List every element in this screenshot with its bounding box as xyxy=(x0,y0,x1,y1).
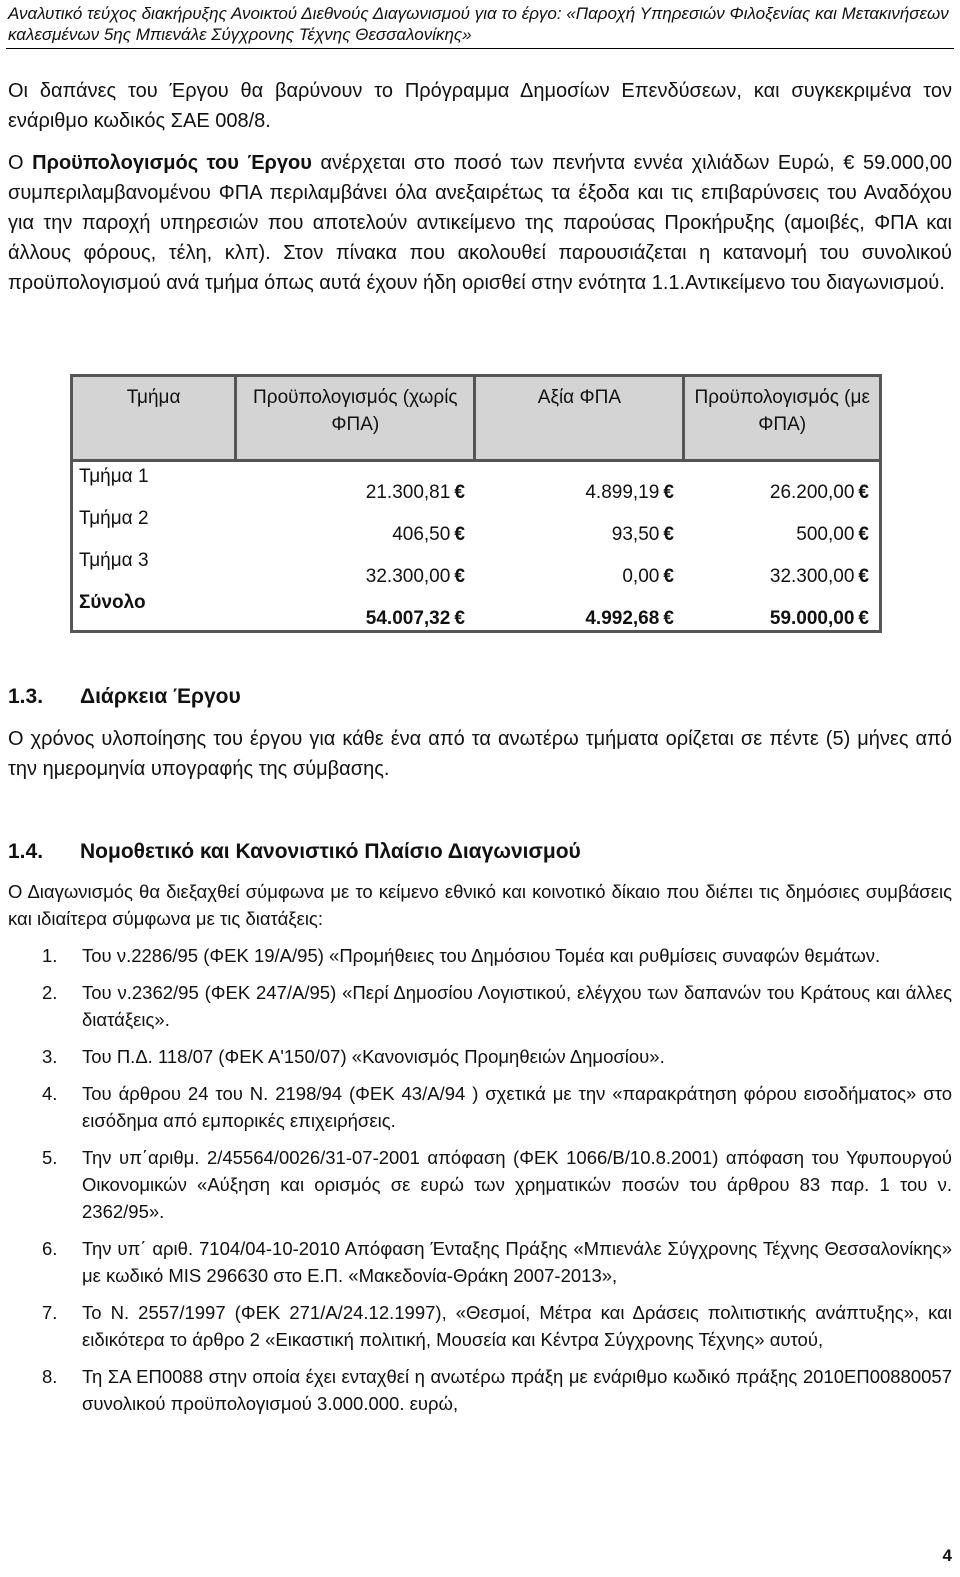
row-label: Τμήμα 3 xyxy=(79,550,149,571)
list-item xyxy=(8,1043,952,1070)
legal-framework-paragraph: Ο Διαγωνισμός θα διεξαχθεί σύμφωνα με το κείμενο εθνικό και κοινοτικό δίκαιο που διέπει τις δημόσιες συμβάσεις και ιδιαίτερα σύμφωνα με τις διατάξεις: xyxy=(8,881,952,929)
list-item-number: 7. xyxy=(42,1302,58,1323)
header-line-2: καλεσμένων 5ης Μπιενάλε Σύγχρονης Τέχνης Θεσσαλονίκης» xyxy=(8,25,472,44)
net-value: 21.300,81 € xyxy=(365,482,465,503)
list-item xyxy=(8,942,952,969)
header-section: Τμήμα xyxy=(72,376,236,461)
table-row xyxy=(72,546,881,588)
euro-icon: € xyxy=(663,608,674,629)
list-item-text: Του άρθρου 24 του Ν. 2198/94 (ΦΕΚ 43/Α/94 ) σχετικά με την «παρακράτηση φόρου εισοδήματος» στο εισόδημα από εμπορικές επιχειρήσεις. xyxy=(82,1083,952,1131)
euro-icon: € xyxy=(663,482,674,503)
net-value: 54.007,32 € xyxy=(365,608,465,629)
budget-paragraph xyxy=(8,148,952,298)
section-heading-legal-framework xyxy=(8,840,581,864)
list-item-number: 2. xyxy=(42,982,58,1003)
list-item-text: Την υπ΄αριθμ. 2/45564/0026/31-07-2001 απόφαση (ΦΕΚ 1066/Β/10.8.2001) απόφαση του Υφυπουργού Οικονομικών «Αύξηση και ορισμός σε ευρώ των χρηματικών ποσών του άρθρου 83 παρ. 1 του ν. 2362/95». xyxy=(82,1147,952,1222)
euro-icon: € xyxy=(858,524,869,545)
list-item-text: Του ν.2362/95 (ΦΕΚ 247/Α/95) «Περί Δημοσίου Λογιστικού, ελέγχου των δαπανών του Κράτους και άλλες διατάξεις». xyxy=(82,982,952,1030)
budget-table-header-row xyxy=(72,376,881,461)
header-vat: Αξία ΦΠΑ xyxy=(475,376,684,461)
list-item-text: Την υπ΄ αριθ. 7104/04-10-2010 Απόφαση Ένταξης Πράξης «Μπιενάλε Σύγχρονης Τέχνης Θεσσαλονίκης» με κωδικό MIS 296630 στο Ε.Π. «Μακεδονία-Θράκη 2007-2013», xyxy=(82,1238,952,1286)
header-budget-gross: Προϋπολογισμός (με ΦΠΑ) xyxy=(684,376,881,461)
section-heading-duration xyxy=(8,685,241,709)
section-number: 1.3. xyxy=(8,685,44,708)
legal-provisions-list xyxy=(8,942,952,1427)
list-item-number: 6. xyxy=(42,1238,58,1259)
row-label: Τμήμα 1 xyxy=(79,466,149,487)
header-line-1: Αναλυτικό τεύχος διακήρυξης Ανοικτού Διεθνούς Διαγωνισμού για το έργο: «Παροχή Υπηρεσιών Φιλοξενίας και Μετακινήσεων xyxy=(8,4,949,23)
list-item-text: Του Π.Δ. 118/07 (ΦΕΚ Α'150/07) «Κανονισμός Προμηθειών Δημοσίου». xyxy=(82,1046,665,1067)
list-item-number: 3. xyxy=(42,1046,58,1067)
table-row-total xyxy=(72,588,881,632)
euro-icon: € xyxy=(663,524,674,545)
net-value: 406,50 € xyxy=(392,524,465,545)
table-row xyxy=(72,461,881,505)
budget-paragraph-term: Προϋπολογισμός του Έργου xyxy=(32,152,312,174)
vat-value: 4.899,19 € xyxy=(585,482,674,503)
net-value: 32.300,00 € xyxy=(365,566,465,587)
page-number: 4 xyxy=(942,1546,952,1565)
euro-icon: € xyxy=(454,524,465,545)
euro-icon: € xyxy=(454,608,465,629)
duration-paragraph: Ο χρόνος υλοποίησης του έργου για κάθε ένα από τα ανωτέρω τμήματα ορίζεται σε πέντε (5) μήνες από την ημερομηνία υπογραφής της σύμβασης. xyxy=(8,728,952,780)
section-title: Διάρκεια Έργου xyxy=(80,685,241,708)
list-item xyxy=(8,1144,952,1225)
euro-icon: € xyxy=(858,566,869,587)
row-label: Σύνολο xyxy=(79,592,146,613)
header-divider xyxy=(6,48,954,49)
gross-value: 59.000,00 € xyxy=(769,608,869,629)
list-item-number: 4. xyxy=(42,1083,58,1104)
euro-icon: € xyxy=(858,482,869,503)
vat-value: 0,00 € xyxy=(622,566,674,587)
page-header xyxy=(8,3,952,45)
list-item-number: 8. xyxy=(42,1366,58,1387)
list-item xyxy=(8,979,952,1033)
funding-paragraph: Οι δαπάνες του Έργου θα βαρύνουν το Πρόγραμμα Δημοσίων Επενδύσεων, και συγκεκριμένα τον ενάριθμο κωδικός ΣΑΕ 008/8. xyxy=(8,80,952,132)
header-budget-net: Προϋπολογισμός (χωρίς ΦΠΑ) xyxy=(236,376,475,461)
section-number: 1.4. xyxy=(8,840,44,863)
euro-icon: € xyxy=(663,566,674,587)
euro-icon: € xyxy=(858,608,869,629)
list-item-text: Του ν.2286/95 (ΦΕΚ 19/Α/95) «Προμήθειες του Δημόσιου Τομέα και ρυθμίσεις συναφών θεμάτων. xyxy=(82,945,881,966)
list-item-text: Τη ΣΑ ΕΠ0088 στην οποία έχει ενταχθεί η ανωτέρω πράξη με ενάριθμο κωδικό πράξης 2010ΕΠ00880057 συνολικού προϋπολογισμού 3.000.000. ευρώ, xyxy=(82,1366,952,1414)
vat-value: 93,50 € xyxy=(611,524,674,545)
list-item xyxy=(8,1235,952,1289)
gross-value: 26.200,00 € xyxy=(769,482,869,503)
row-label: Τμήμα 2 xyxy=(79,508,149,529)
list-item-number: 5. xyxy=(42,1147,58,1168)
list-item xyxy=(8,1080,952,1134)
list-item xyxy=(8,1363,952,1417)
section-title: Νομοθετικό και Κανονιστικό Πλαίσιο Διαγωνισμού xyxy=(80,840,581,863)
list-item xyxy=(8,1299,952,1353)
gross-value: 500,00 € xyxy=(796,524,869,545)
list-item-number: 1. xyxy=(42,945,58,966)
gross-value: 32.300,00 € xyxy=(769,566,869,587)
budget-paragraph-lead: Ο xyxy=(8,152,33,174)
list-item-text: Το Ν. 2557/1997 (ΦΕΚ 271/Α/24.12.1997), «Θεσμοί, Μέτρα και Δράσεις πολιτιστικής ανάπτυξης», και ειδικότερα το άρθρο 2 «Εικαστική πολιτική, Μουσεία και Κέντρα Σύγχρονης Τέχνης» αυτού, xyxy=(82,1302,952,1350)
vat-value: 4.992,68 € xyxy=(585,608,674,629)
euro-icon: € xyxy=(454,566,465,587)
budget-paragraph-body: ανέρχεται στο ποσό των πενήντα εννέα χιλιάδων Ευρώ, € 59.000,00 συμπεριλαμβανομένου ΦΠΑ περιλαμβάνει όλα ανεξαιρέτως τα έξοδα και τις επιβαρύνσεις του Αναδόχου για την παροχή υπηρεσιών που αποτελούν αντικείμενο της παρούσας Προκήρυξης (αμοιβές, ΦΠΑ και άλλους φόρους, τέλη, κλπ). Στον πίνακα που ακολουθεί παρουσιάζεται η κατανομή του συνολικού προϋπολογισμού ανά τμήμα όπως αυτά έχουν ήδη ορισθεί στην ενότητα 1.1.Αντικείμενο του διαγωνισμού. xyxy=(8,152,952,294)
table-row xyxy=(72,504,881,546)
budget-table xyxy=(70,374,882,633)
euro-icon: € xyxy=(454,482,465,503)
